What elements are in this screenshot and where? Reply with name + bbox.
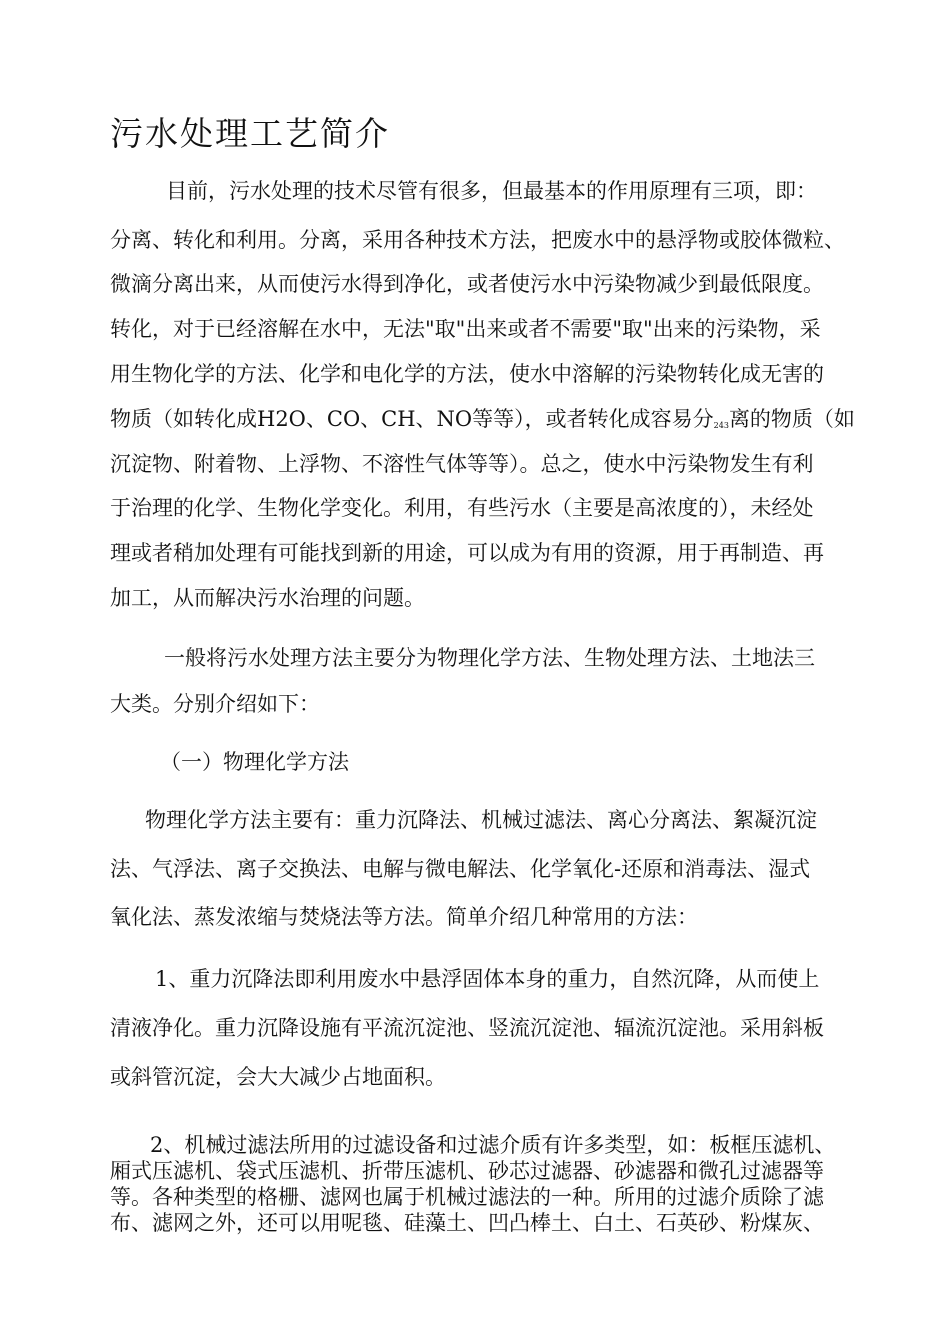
paragraph-line: 理或者稍加处理有可能找到新的用途，可以成为有用的资源，用于再制造、再: [110, 541, 824, 565]
paragraph-line: 物理化学方法主要有：重力沉降法、机械过滤法、离心分离法、絮凝沉淀: [145, 808, 817, 832]
paragraph-line: 厢式压滤机、袋式压滤机、折带压滤机、砂芯过滤器、砂滤器和微孔过滤器等: [110, 1159, 824, 1183]
text-run: 物质（如转化成H2O、CO、CH、NO等等），或者转化成容易分: [110, 407, 714, 431]
paragraph-line: 或斜管沉淀，会大大减少占地面积。: [110, 1065, 446, 1089]
paragraph-line: 加工，从而解决污水治理的问题。: [110, 586, 425, 610]
paragraph-line: 分离、转化和利用。分离，采用各种技术方法，把废水中的悬浮物或胶体微粒、: [110, 228, 845, 252]
paragraph-line: 等。各种类型的格栅、滤网也属于机械过滤法的一种。所用的过滤介质除了滤: [110, 1185, 824, 1209]
text-run: 离的物质（如: [728, 407, 855, 431]
section-heading: （一）物理化学方法: [160, 750, 349, 774]
paragraph-line: 一般将污水处理方法主要分为物理化学方法、生物处理方法、土地法三: [164, 646, 815, 670]
inline-small-number: 243: [713, 421, 729, 430]
paragraph-line: 1、重力沉降法即利用废水中悬浮固体本身的重力，自然沉降，从而使上: [155, 967, 820, 991]
paragraph-line: 2、机械过滤法所用的过滤设备和过滤介质有许多类型，如：板框压滤机、: [150, 1133, 836, 1157]
document-title: 污水处理工艺简介: [110, 114, 390, 153]
paragraph-line: 于治理的化学、生物化学变化。利用，有些污水（主要是高浓度的），未经处: [110, 496, 814, 520]
paragraph-line: 沉淀物、附着物、上浮物、不溶性气体等等）。总之，使水中污染物发生有利: [110, 452, 814, 476]
paragraph-line: 大类。分别介绍如下：: [110, 692, 320, 716]
paragraph-line: 目前，污水处理的技术尽管有很多，但最基本的作用原理有三项，即：: [166, 179, 817, 203]
paragraph-line: 微滴分离出来，从而使污水得到净化，或者使污水中污染物减少到最低限度。: [110, 272, 824, 296]
paragraph-line: 布、滤网之外，还可以用呢毯、硅藻土、凹凸棒土、白土、石英砂、粉煤灰、: [110, 1211, 824, 1235]
paragraph-line: 清液净化。重力沉降设施有平流沉淀池、竖流沉淀池、辐流沉淀池。采用斜板: [110, 1016, 824, 1040]
paragraph-line: 氧化法、蒸发浓缩与焚烧法等方法。简单介绍几种常用的方法：: [110, 905, 698, 929]
paragraph-line: 法、气浮法、离子交换法、电解与微电解法、化学氧化-还原和消毒法、湿式: [110, 857, 811, 881]
paragraph-line: [110, 405, 855, 440]
paragraph-line: 用生物化学的方法、化学和电化学的方法，使水中溶解的污染物转化成无害的: [110, 362, 824, 386]
paragraph-line: 转化，对于已经溶解在水中，无法"取"出来或者不需要"取"出来的污染物，采: [110, 317, 821, 341]
